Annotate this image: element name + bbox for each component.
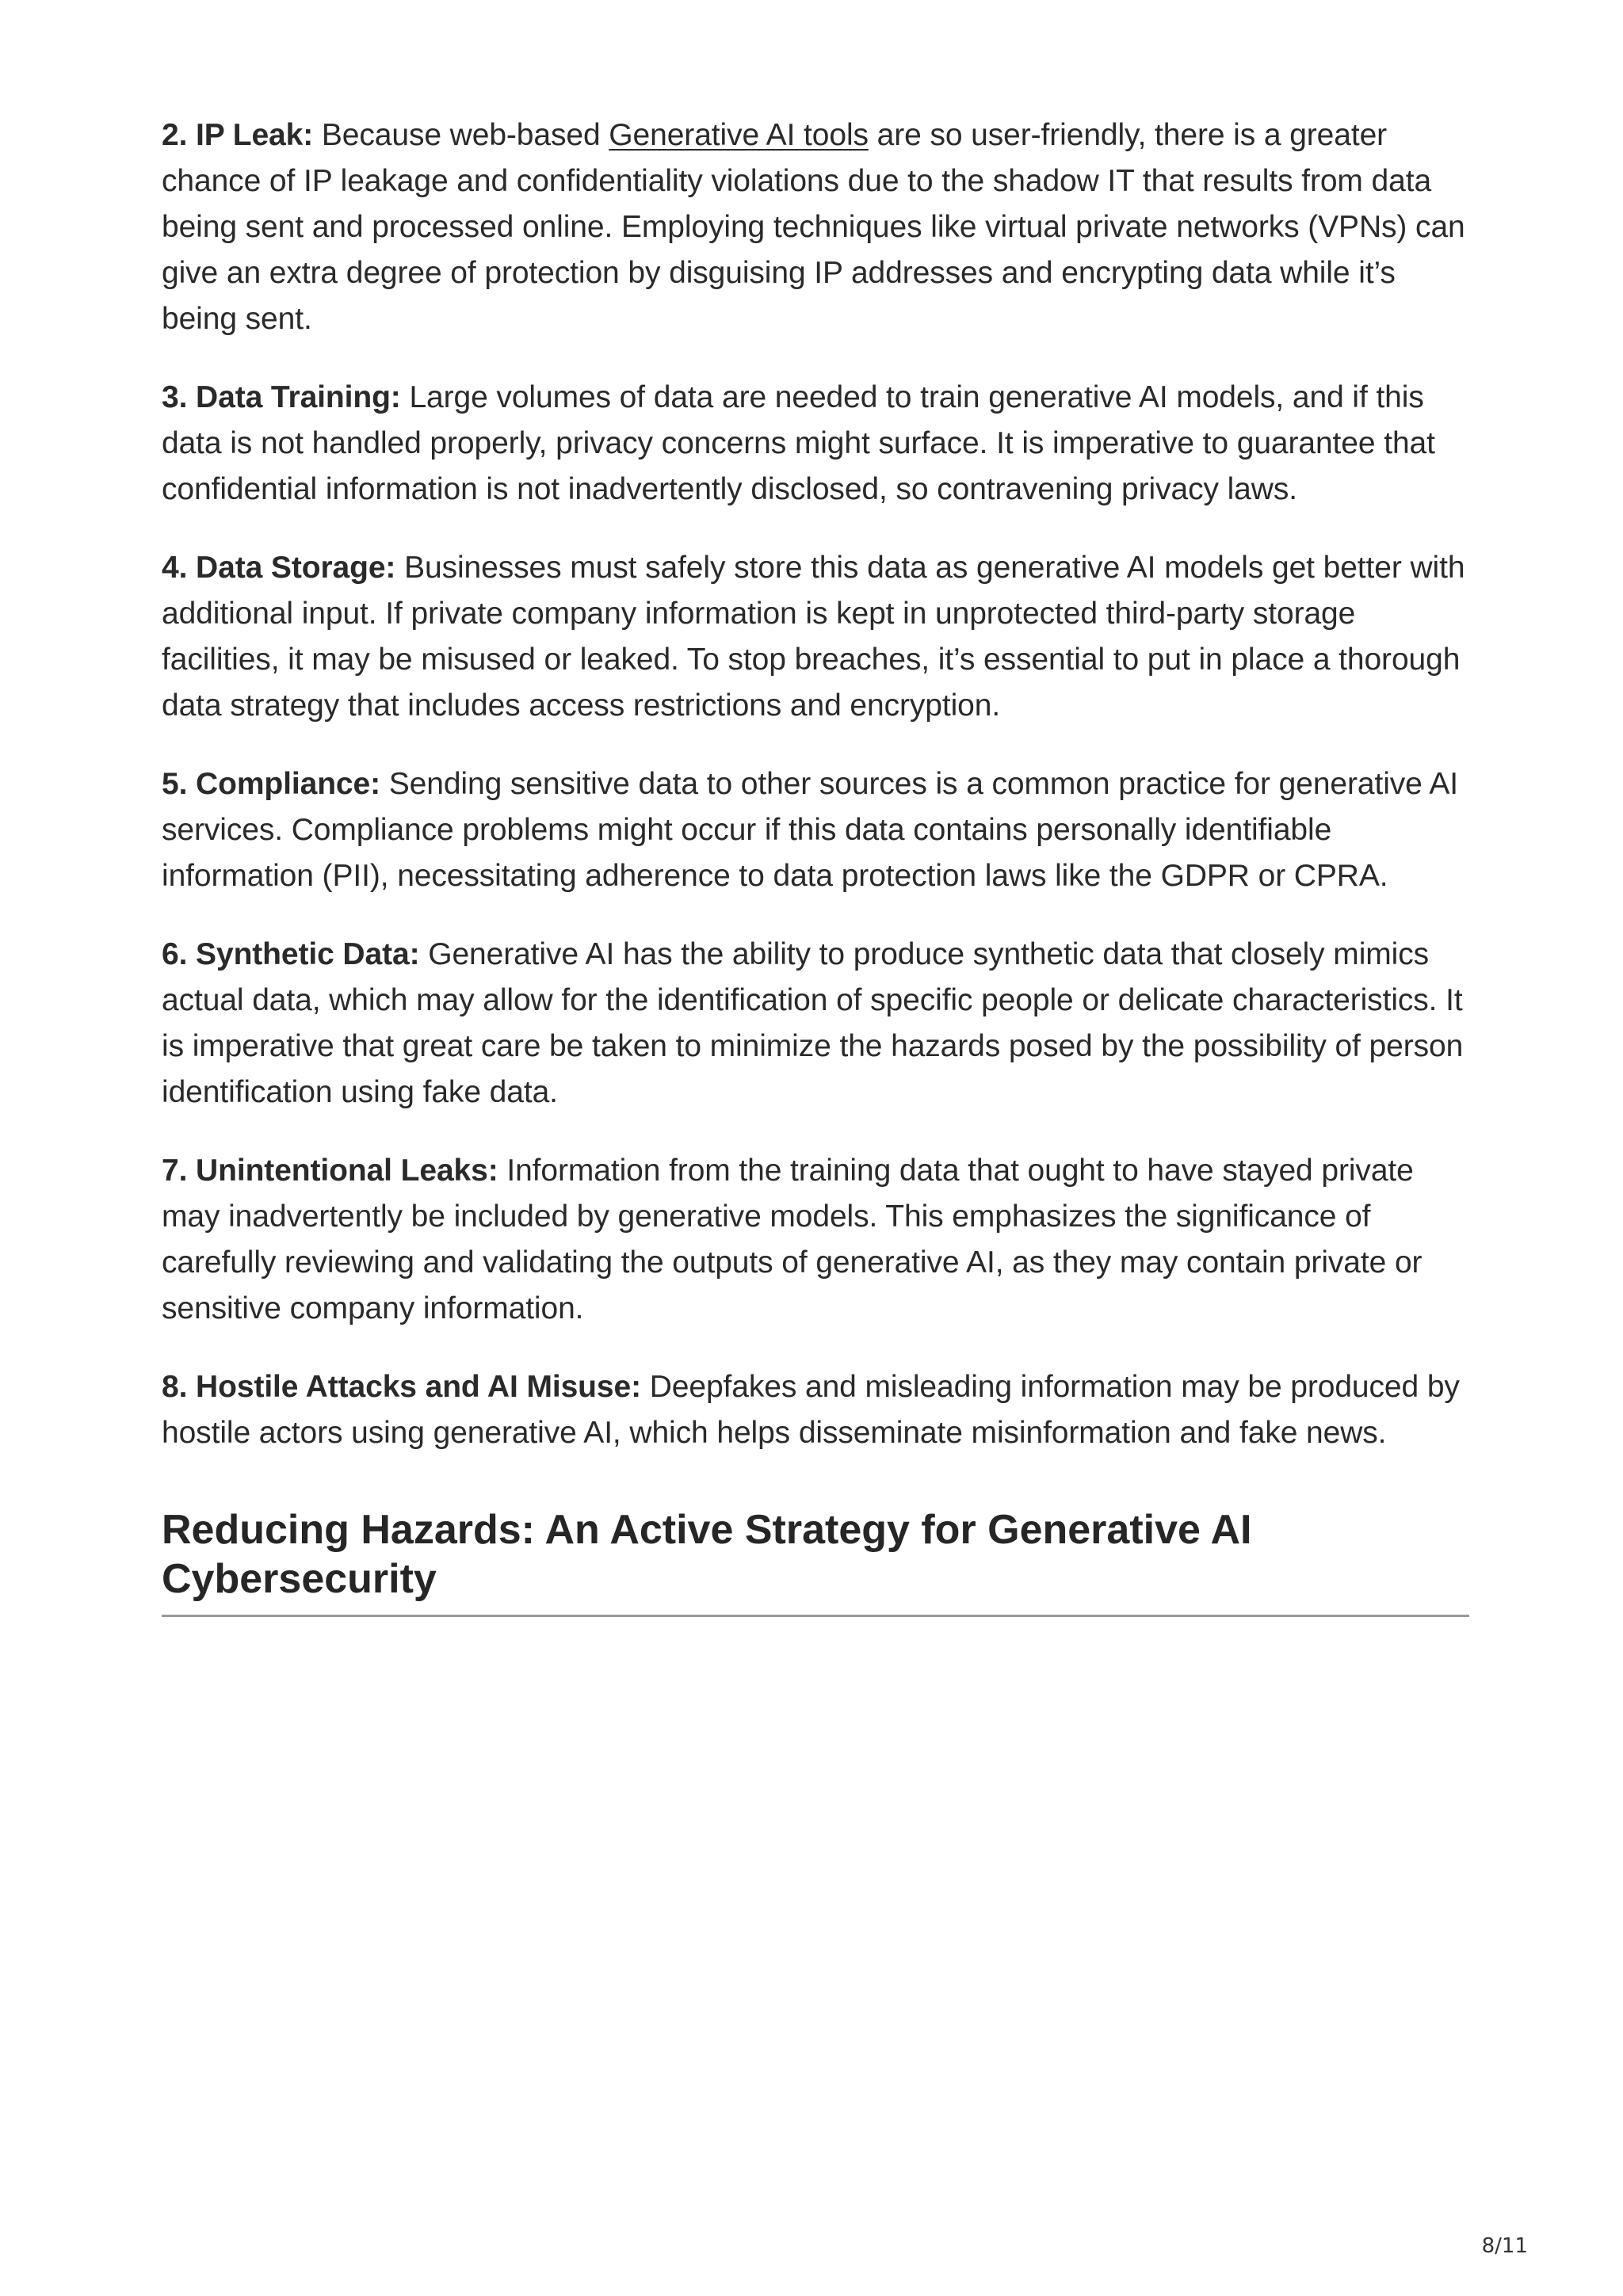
paragraph-text: Generative AI has the ability to produce synthetic data that closely mimics actual data, which may allow for the identification of specific people or delicate characteristics. It is imperative that great care be taken to minimize the hazards posed by the possibility of person identification using fake data. — [162, 937, 1464, 1109]
paragraph-lead: 6. Synthetic Data: — [162, 937, 420, 971]
paragraph-ip-leak — [162, 113, 1469, 342]
paragraph-data-training — [162, 375, 1469, 513]
paragraph-synthetic-data — [162, 932, 1469, 1116]
paragraph-data-storage — [162, 545, 1469, 729]
paragraph-lead: 5. Compliance: — [162, 767, 380, 801]
section-heading: Reducing Hazards: An Active Strategy for Generative AI Cybersecurity — [162, 1505, 1469, 1617]
paragraph-lead: 2. IP Leak: — [162, 118, 314, 152]
paragraph-text: are so user-friendly, there is a greater chance of IP leakage and confidentiality violations due to the shadow IT that results from data being sent and processed online. Employing techniques like virtual private networks (VPNs) can give an extra degree of protection by disguising IP addresses and encrypting data while it’s being sent. — [162, 118, 1465, 336]
paragraph-lead: 8. Hostile Attacks and AI Misuse: — [162, 1370, 641, 1404]
paragraph-lead: 4. Data Storage: — [162, 551, 396, 585]
paragraph-text: Because web-based — [313, 118, 609, 152]
generative-ai-tools-link[interactable]: Generative AI tools — [609, 118, 869, 152]
paragraph-text: Large volumes of data are needed to train generative AI models, and if this data is not handled properly, privacy concerns might surface. It is imperative to guarantee that confidential information is not inadvertently disclosed, so contravening privacy laws. — [162, 380, 1435, 506]
paragraph-text: Sending sensitive data to other sources is a common practice for generative AI services. Compliance problems might occur if this data contains personally identifiable information (PII), necessitating adherence to data protection laws like the GDPR or CPRA. — [162, 767, 1458, 893]
page-number: 8/11 — [1481, 2234, 1528, 2258]
document-body — [162, 113, 1469, 1617]
paragraph-text: Deepfakes and misleading information may be produced by hostile actors using generative AI, which helps disseminate misinformation and fake news. — [162, 1370, 1460, 1450]
paragraph-compliance — [162, 761, 1469, 899]
paragraph-text: Information from the training data that ought to have stayed private may inadvertently be included by generative models. This emphasizes the significance of carefully reviewing and validating the outputs of generative AI, as they may contain private or sensitive company information. — [162, 1154, 1423, 1325]
paragraph-lead: 3. Data Training: — [162, 380, 401, 414]
paragraph-hostile-attacks — [162, 1364, 1469, 1456]
paragraph-text: Businesses must safely store this data as generative AI models get better with additional input. If private company information is kept in unprotected third-party storage facilities, it may be misused or leaked. To stop breaches, it’s essential to put in place a thorough data strategy that includes access restrictions and encryption. — [162, 551, 1465, 723]
paragraph-unintentional-leaks — [162, 1148, 1469, 1332]
paragraph-lead: 7. Unintentional Leaks: — [162, 1154, 498, 1188]
